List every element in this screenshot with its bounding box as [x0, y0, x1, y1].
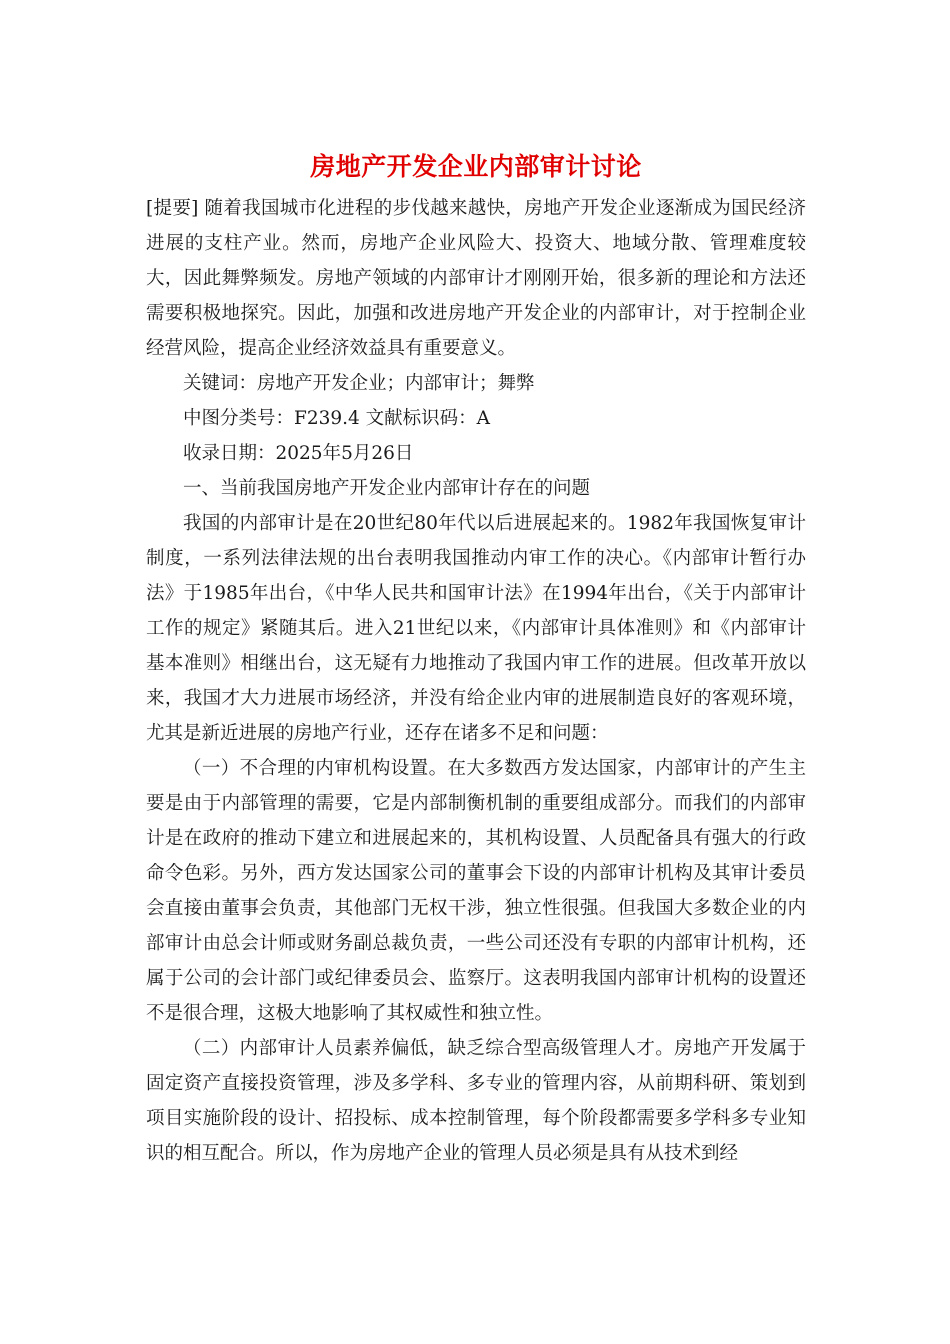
body-paragraph-2: （一）不合理的内审机构设置。在大多数西方发达国家，内部审计的产生主要是由于内部管理的需要，它是内部制衡机制的重要组成部分。而我们的内部审计是在政府的推动下建立和进展起来的，其机构设置、人员配备具有强大的行政命令色彩。另外，西方发达国家公司的董事会下设的内部审计机构及其审计委员会直接由董事会负责，其他部门无权干涉，独立性很强。但我国大多数企业的内部审计由总会计师或财务副总裁负责，一些公司还没有专职的内部审计机构，还属于公司的会计部门或纪律委员会、监察厅。这表明我国内部审计机构的设置还不是很合理，这极大地影响了其权威性和独立性。: [146, 758, 806, 1024]
classification-line: 中图分类号：F239.4 文献标识码：A: [183, 408, 491, 429]
keywords-line: 关键词：房地产开发企业；内部审计；舞弊: [183, 373, 535, 394]
abstract-paragraph: [提要] 随着我国城市化进程的步伐越来越快，房地产开发企业逐渐成为国民经济进展的支柱产业。然而，房地产企业风险大、投资大、地域分散、管理难度较大，因此舞弊频发。房地产领域的内部审计才刚刚开始，很多新的理论和方法还需要积极地探究。因此，加强和改进房地产开发企业的内部审计，对于控制企业经营风险，提高企业经济效益具有重要意义。: [146, 198, 806, 359]
section-heading: 一、当前我国房地产开发企业内部审计存在的问题: [183, 478, 591, 499]
received-date-line: 收录日期：2025年5月26日: [183, 443, 414, 464]
body-paragraph-3: （二）内部审计人员素养偏低，缺乏综合型高级管理人才。房地产开发属于固定资产直接投资管理，涉及多学科、多专业的管理内容，从前期科研、策划到项目实施阶段的设计、招投标、成本控制管理，每个阶段都需要多学科多专业知识的相互配合。所以，作为房地产企业的管理人员必须是具有从技术到经: [146, 1038, 806, 1164]
document-title: 房地产开发企业内部审计讨论: [310, 152, 642, 181]
body-paragraph-1: 我国的内部审计是在20世纪80年代以后进展起来的。1982年我国恢复审计制度，一系列法律法规的出台表明我国推动内审工作的决心。《内部审计暂行办法》于1985年出台，《中华人民共和国审计法》在1994年出台，《关于内部审计工作的规定》紧随其后。进入21世纪以来，《内部审计具体准则》和《内部审计基本准则》相继出台，这无疑有力地推动了我国内审工作的进展。但改革开放以来，我国才大力进展市场经济，并没有给企业内审的进展制造良好的客观环境，尤其是新近进展的房地产行业，还存在诸多不足和问题：: [146, 513, 806, 744]
document-page: [146, 150, 806, 1171]
